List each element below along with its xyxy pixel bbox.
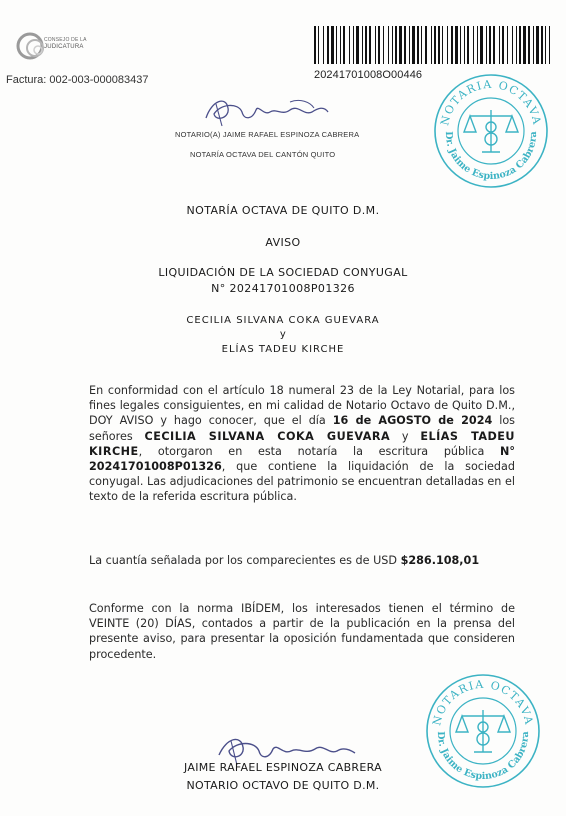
barcode-bar xyxy=(464,26,465,64)
barcode-bar xyxy=(447,26,448,64)
barcode-bar xyxy=(412,26,415,64)
date-bold: 16 de AGOSTO de 2024 xyxy=(332,414,493,428)
barcode-bar xyxy=(314,26,316,64)
barcode-bar xyxy=(442,26,443,64)
party1-heading: CECILIA SILVANA COKA GUEVARA xyxy=(186,315,380,326)
barcode-bar xyxy=(519,26,521,64)
barcode-bar xyxy=(493,26,495,64)
barcode xyxy=(314,26,550,64)
barcode-bar xyxy=(388,26,389,64)
barcode-bar xyxy=(438,26,440,64)
stamp-top-text-2: NOTARIA OCTAVA xyxy=(430,677,536,727)
subject-title: LIQUIDACIÓN DE LA SOCIEDAD CONYUGAL xyxy=(158,266,408,279)
barcode-bar xyxy=(467,26,469,64)
barcode-bar xyxy=(480,26,483,64)
barcode-bar xyxy=(431,26,432,64)
barcode-bar xyxy=(343,26,345,64)
notary-name-small: NOTARIO(A) JAIME RAFAEL ESPINOZA CABRERA xyxy=(175,130,360,139)
barcode-bar xyxy=(477,26,478,64)
barcode-bar xyxy=(349,26,350,64)
barcode-bar xyxy=(409,26,410,64)
notary-signature-small xyxy=(186,90,346,132)
barcode-bar xyxy=(421,26,422,64)
notary-stamp-top xyxy=(432,72,550,190)
barcode-bar xyxy=(362,26,363,64)
aviso-title: AVISO xyxy=(265,236,301,249)
notary-office-small: NOTARÍA OCTAVA DEL CANTÓN QUITO xyxy=(190,150,336,159)
barcode-bar xyxy=(460,26,461,64)
office-title: NOTARÍA OCTAVA DE QUITO D.M. xyxy=(186,204,380,217)
barcode-bar xyxy=(356,26,359,64)
barcode-bar xyxy=(323,26,324,64)
barcode-bar xyxy=(541,26,543,64)
barcode-bar xyxy=(383,26,384,64)
barcode-bar xyxy=(369,26,371,64)
barcode-bar xyxy=(399,26,402,64)
barcode-bar xyxy=(331,26,334,64)
stamp-bottom-text: Dr. Jaime Espinoza Cabrera xyxy=(442,131,540,183)
number-bold: N° 20241701008P01326 xyxy=(89,444,515,474)
barcode-bar xyxy=(327,26,329,64)
barcode-number: 20241701008O00446 xyxy=(314,69,423,81)
factura-number: Factura: 002-003-000083437 xyxy=(6,74,149,86)
barcode-bar xyxy=(502,26,504,64)
barcode-bar xyxy=(336,26,337,64)
barcode-bar xyxy=(523,26,526,64)
barcode-bar xyxy=(434,26,436,64)
footer-notary-name: JAIME RAFAEL ESPINOZA CABRERA xyxy=(184,761,382,774)
stamp-top-text: NOTARIA OCTAVA xyxy=(438,77,544,127)
barcode-bar xyxy=(404,26,406,64)
barcode-bar xyxy=(455,26,458,64)
party2-heading: ELÍAS TADEU KIRCHE xyxy=(221,344,345,355)
paragraph-2: La cuantía señalada por los comparecientes es de USD $286.108,01 xyxy=(89,554,480,567)
barcode-bar xyxy=(353,26,354,64)
barcode-bar xyxy=(507,26,508,64)
stamp-bottom-text-2: Dr. Jaime Espinoza Cabrera xyxy=(434,731,532,783)
amount-bold: $286.108,01 xyxy=(400,554,480,567)
barcode-bar xyxy=(375,26,376,64)
barcode-bar xyxy=(486,26,487,64)
barcode-bar xyxy=(365,26,367,64)
barcode-bar xyxy=(318,26,319,64)
barcode-bar xyxy=(417,26,419,64)
logo-text-2: JUDICATURA xyxy=(44,44,84,50)
barcode-bar xyxy=(489,26,491,64)
paragraph-1: En conformidad con el artículo 18 numeral 23 de la Ley Notarial, para los fines legales consiguientes, en mi calidad de Notario Octavo de Quito D.M., DOY AVISO y hago conocer, que el día 16 de AGOSTO de 2024 los señores CECILIA SILVANA COKA GUEVARA y ELÍAS TADEU KIRCHE, otorgaron en esta notaría la escritura pública N° 20241701008P01326, que contiene la liquidación de la sociedad conyugal. Las adjudicaciones del patrimonio se encuentran detalladas en el texto de la referida escritura pública. xyxy=(89,384,516,504)
scales-of-justice-icon xyxy=(464,110,518,152)
scales-of-justice-icon xyxy=(456,710,510,752)
barcode-bar xyxy=(536,26,539,64)
barcode-bar xyxy=(425,26,427,64)
barcode-bar xyxy=(533,26,534,64)
barcode-bar xyxy=(499,26,500,64)
footer-notary-title: NOTARIO OCTAVO DE QUITO D.M. xyxy=(186,779,380,792)
barcode-bar xyxy=(549,26,550,64)
barcode-bar xyxy=(451,26,453,64)
barcode-bar xyxy=(473,26,474,64)
barcode-bar xyxy=(516,26,517,64)
barcode-bar xyxy=(395,26,397,64)
barcode-bar xyxy=(528,26,530,64)
party2-bold: ELÍAS TADEU KIRCHE xyxy=(89,429,515,458)
and-heading: y xyxy=(279,329,287,340)
subject-number: N° 20241701008P01326 xyxy=(211,282,355,295)
barcode-bar xyxy=(378,26,380,64)
logo-text-1: CONSEJO DE LA xyxy=(44,37,87,43)
party1-bold: CECILIA SILVANA COKA GUEVARA xyxy=(144,429,391,443)
barcode-bar xyxy=(512,26,513,64)
barcode-bar xyxy=(340,26,341,64)
paragraph-3: Conforme con la norma IBÍDEM, los interesados tienen el término de VEINTE (20) DÍAS, contados a partir de la publicación en la prensa del presente aviso, para presentar la oposición fundamentada que consideren procedente. xyxy=(89,602,515,661)
barcode-bar xyxy=(392,26,393,64)
barcode-bar xyxy=(545,26,546,64)
